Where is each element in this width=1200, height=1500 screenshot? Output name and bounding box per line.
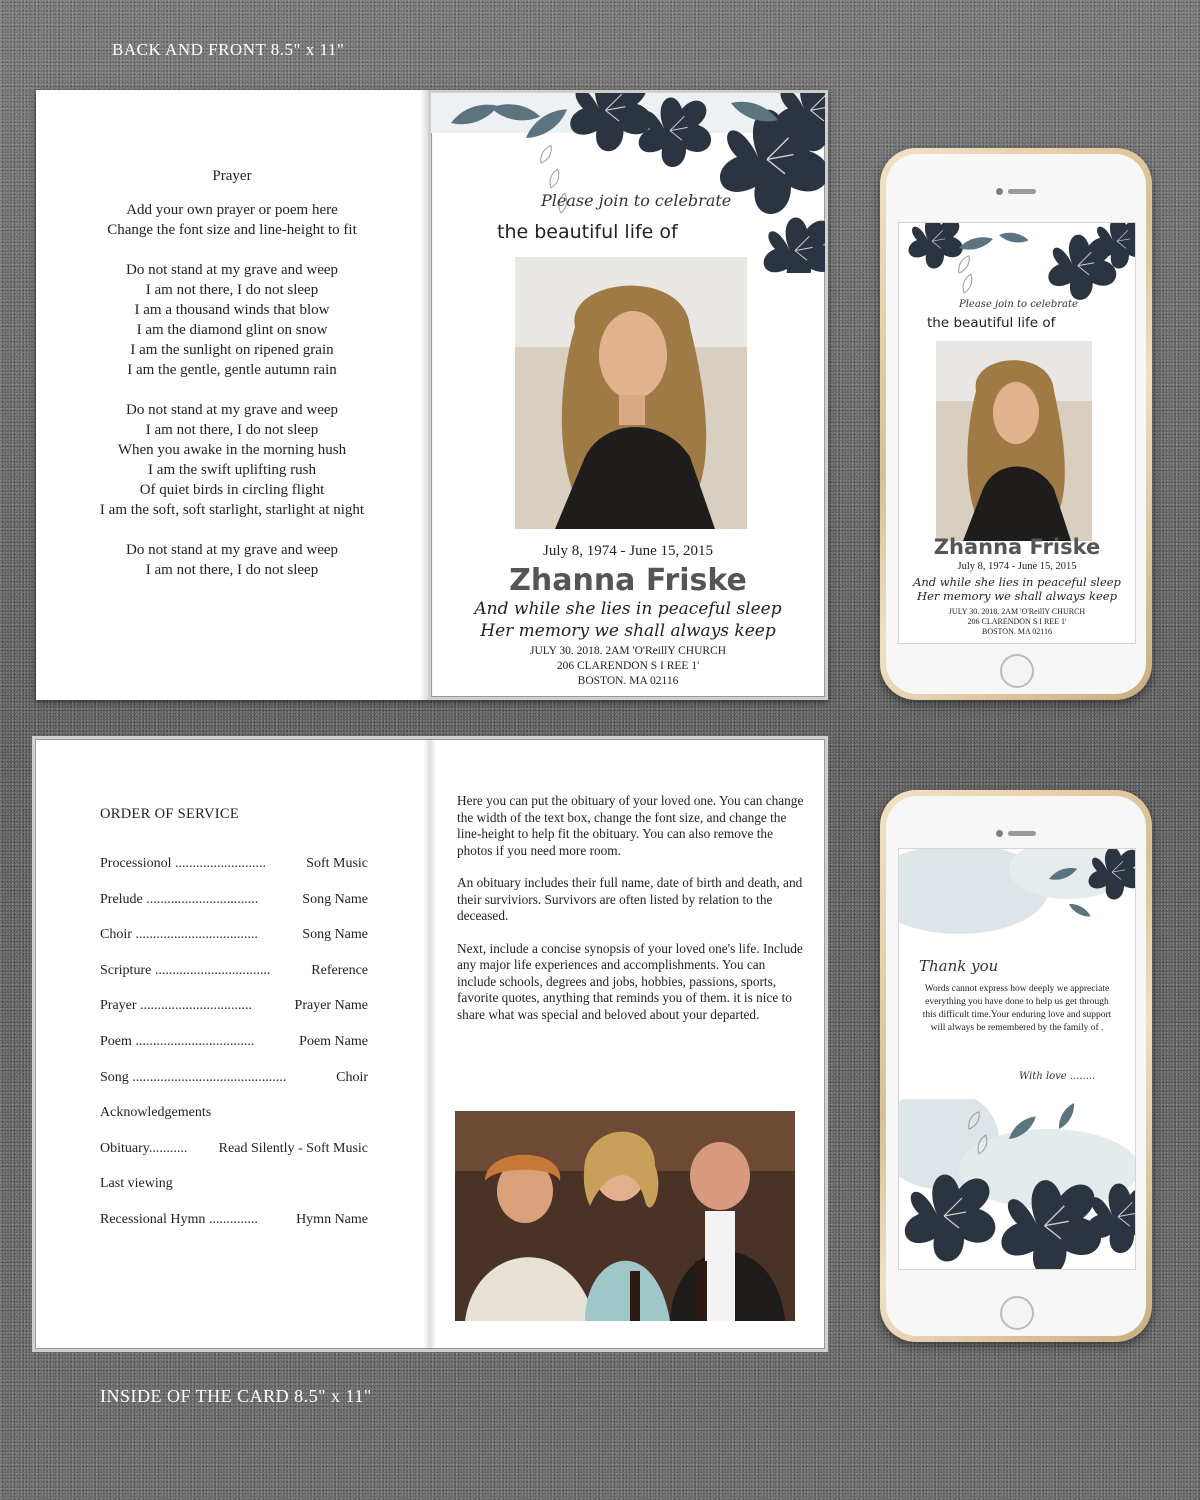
order-item xyxy=(100,1070,368,1106)
order-item xyxy=(100,1141,368,1177)
order-item-left: Prelude ................................ xyxy=(100,891,259,907)
order-item-left: Last viewing xyxy=(100,1176,173,1192)
order-list xyxy=(100,856,368,1248)
phone-floral-bottom xyxy=(899,1099,1135,1269)
order-item xyxy=(100,963,368,999)
phone-invite-text: Please join to celebrate xyxy=(959,299,1078,310)
thank-you-signoff: With love ........ xyxy=(1019,1071,1096,1082)
phone-portrait-photo xyxy=(936,341,1092,541)
phone-camera xyxy=(996,188,1003,195)
prayer-stanza: Add your own prayer or poem here Change the font size and line-height to fit xyxy=(107,202,357,238)
phone-speaker xyxy=(1008,189,1036,194)
phone-home-button[interactable] xyxy=(1000,654,1034,688)
order-item-left: Prayer ................................ xyxy=(100,998,253,1014)
obituary-text xyxy=(457,793,805,1039)
order-item-right: Hymn Name xyxy=(296,1211,368,1227)
floral-decoration xyxy=(431,93,825,273)
phone-verse-1: And while she lies in peaceful sleep xyxy=(913,575,1121,589)
headline: the beautiful life of xyxy=(497,221,678,243)
caption-back-front: BACK AND FRONT 8.5" x 11" xyxy=(112,40,345,59)
order-item-left: Processionol .......................... xyxy=(100,856,267,871)
order-panel xyxy=(35,739,429,1349)
phone-address-1: JULY 30. 2018. 2AM 'O'ReillY CHURCH xyxy=(948,607,1086,616)
front-name: Zhanna Friske xyxy=(509,563,747,598)
back-front-sheet xyxy=(36,90,828,700)
front-verse-1: And while she lies in peaceful sleep xyxy=(474,599,782,619)
order-item-right: Prayer Name xyxy=(294,998,368,1014)
phone-body xyxy=(886,796,1146,1336)
phone-front-preview xyxy=(880,148,1152,700)
obituary-paragraph: An obituary includes their full name, date of birth and death, and their surviviors. Survivors are often listed by relation to the deceased. xyxy=(457,875,803,923)
order-item xyxy=(100,1034,368,1070)
prayer-stanza: Do not stand at my grave and weep I am not there, I do not sleep When you awake in the morning hush I am the swift uplifting rush Of quiet birds in circling flight I am the soft, soft starlight, starlight at night xyxy=(99,402,365,518)
back-panel xyxy=(36,90,428,700)
phone-name: Zhanna Friske xyxy=(933,535,1101,559)
phone-headline: the beautiful life of xyxy=(927,315,1056,331)
order-title: ORDER OF SERVICE xyxy=(100,806,239,822)
order-item-left: Choir ................................... xyxy=(100,927,258,943)
family-photo-illustration xyxy=(455,1111,795,1321)
order-item xyxy=(100,892,368,928)
order-item xyxy=(100,1212,368,1248)
phone-thank-you-preview xyxy=(880,790,1152,1342)
thank-you-title: Thank you xyxy=(919,957,999,975)
order-item-left: Poem .................................. xyxy=(100,1033,255,1049)
phone-body xyxy=(886,154,1146,694)
front-address-3: BOSTON. MA 02116 xyxy=(577,675,679,687)
order-item-right: Song Name xyxy=(302,927,368,943)
portrait-photo xyxy=(515,257,747,529)
order-item-right: Song Name xyxy=(302,891,368,907)
inside-sheet xyxy=(32,736,828,1352)
obituary-paragraph: Here you can put the obituary of your loved one. You can change the width of the text box, change the font size, and change the line-height to help fit the obituary. You can also remove the photos if you need more room. xyxy=(457,793,804,858)
front-dates: July 8, 1974 - June 15, 2015 xyxy=(543,543,713,559)
order-item-right: Soft Music xyxy=(306,856,368,871)
phone-camera xyxy=(996,830,1003,837)
phone-dates: July 8, 1974 - June 15, 2015 xyxy=(957,561,1077,572)
phone-verse-2: Her memory we shall always keep xyxy=(917,589,1117,603)
prayer-stanza: Do not stand at my grave and weep I am not there, I do not sleep xyxy=(125,542,339,578)
phone-address-3: BOSTON. MA 02116 xyxy=(981,627,1052,636)
caption-inside: INSIDE OF THE CARD 8.5" x 11" xyxy=(100,1386,372,1406)
front-verse-2: Her memory we shall always keep xyxy=(480,621,776,641)
order-item-right: Poem Name xyxy=(299,1033,368,1049)
order-item-right: Reference xyxy=(311,962,368,978)
front-address-1: JULY 30. 2018. 2AM 'O'ReillY CHURCH xyxy=(529,645,727,657)
phone-portrait-illustration xyxy=(936,341,1092,541)
phone-address-2: 206 CLARENDON S I REE 1' xyxy=(967,617,1067,626)
order-item xyxy=(100,856,368,892)
order-item-left: Song ............................................ xyxy=(100,1069,287,1085)
invite-text: Please join to celebrate xyxy=(541,191,732,210)
order-item-left: Obituary........... xyxy=(100,1140,188,1156)
order-item-left: Recessional Hymn .............. xyxy=(100,1211,258,1227)
phone-screen xyxy=(898,222,1136,644)
order-item-left: Scripture ................................. xyxy=(100,962,271,978)
phone-home-button[interactable] xyxy=(1000,1296,1034,1330)
phone-screen xyxy=(898,848,1136,1270)
order-item-left: Acknowledgements xyxy=(100,1105,212,1121)
prayer-title: Prayer xyxy=(212,168,252,184)
front-panel xyxy=(428,90,828,700)
obituary-paragraph: Next, include a concise synopsis of your loved one's life. Include any major life experiences and accomplishments. You can include schools, degrees and jobs, hobbies, passions, sports, favorite quotes, anything that reminds you of them. it is nice to share what was special and beloved about your departed. xyxy=(457,940,803,1022)
order-item xyxy=(100,927,368,963)
prayer-stanza: Do not stand at my grave and weep I am not there, I do not sleep I am a thousand winds that blow I am the diamond glint on snow I am the sunlight on ripened grain I am the gentle, gentle autumn rain xyxy=(125,262,339,378)
family-photo xyxy=(455,1111,795,1321)
portrait-illustration xyxy=(515,257,747,529)
thank-you-body: Words cannot express how deeply we appreciate everything you have done to help us get through this difficult time.Your enduring love and support will always be remembered by the family of . xyxy=(922,984,1112,1033)
order-item-right: Choir xyxy=(336,1069,368,1085)
prayer-body xyxy=(36,200,428,600)
phone-watercolor-top xyxy=(899,849,1135,969)
order-item xyxy=(100,1105,368,1141)
obituary-panel xyxy=(429,739,819,1349)
phone-speaker xyxy=(1008,831,1036,836)
front-address-2: 206 CLARENDON S I REE 1' xyxy=(556,660,700,672)
order-item-right: Read Silently - Soft Music xyxy=(218,1140,368,1156)
order-item xyxy=(100,998,368,1034)
order-item xyxy=(100,1176,368,1212)
